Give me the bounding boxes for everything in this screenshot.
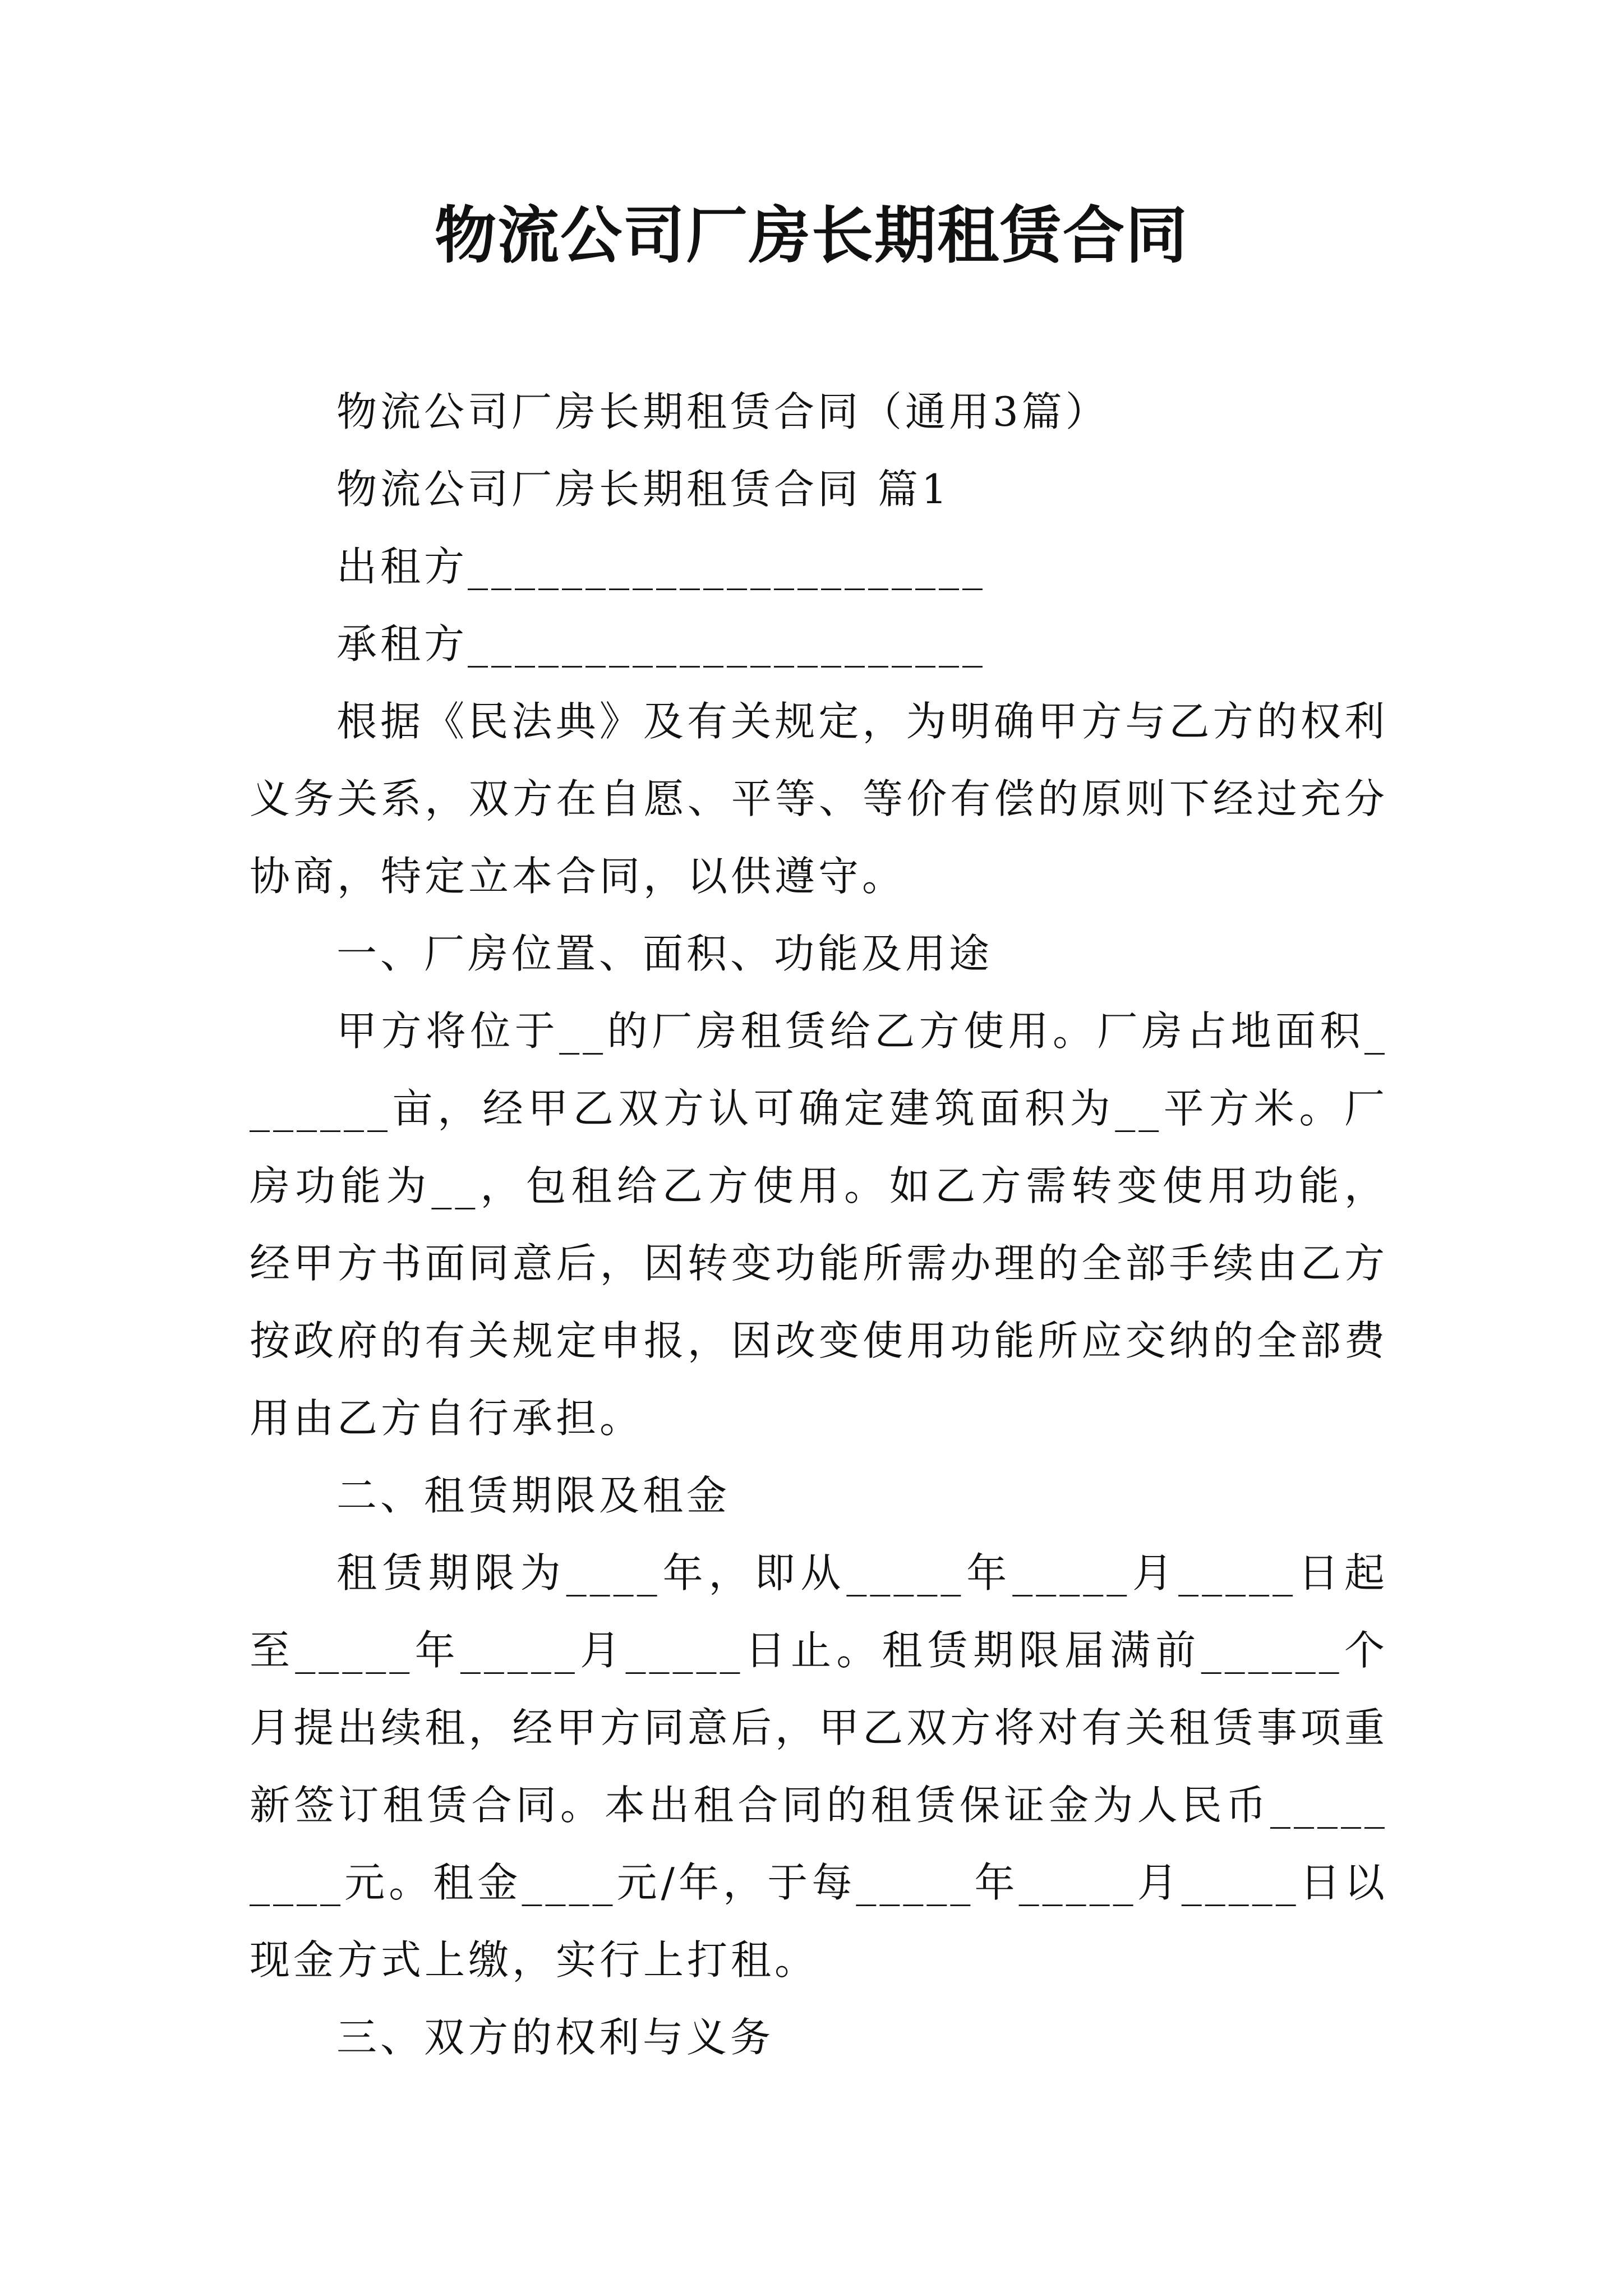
clause-heading: 二、租赁期限及租金 (336, 1472, 731, 1519)
lessee-line: 承租方______________________ (336, 620, 986, 668)
clause-paragraph: 甲方将位于__的厂房租赁给乙方使用。厂房占地面积_______亩，经甲乙双方认可确定建筑面积为__平方米。厂房功能为__，包租给乙方使用。如乙方需转变使用功能，经甲方书面同意后，因转变功能所需办理的全部手续由乙方按政府的有关规定申报，因改变使用功能所应交纳的全部费用由乙方自行承担。 (250, 1007, 1388, 1442)
document-title: 物流公司厂房长期租赁合同 (435, 199, 1188, 272)
section-heading: 物流公司厂房长期租赁合同 篇1 (336, 466, 951, 513)
clause-paragraph: 租赁期限为____年，即从_____年_____月_____日起至_____年_____月_____日止。租赁期限届满前______个月提出续租，经甲方同意后，甲乙双方将对有关租赁事项重新签订租赁合同。本出租合同的租赁保证金为人民币_________元。租金____元/年，于每_____年_____月_____日以现金方式上缴，实行上打租。 (250, 1549, 1388, 1984)
clause-heading: 一、厂房位置、面积、功能及用途 (336, 930, 993, 977)
clause-heading: 三、双方的权利与义务 (336, 2014, 774, 2061)
preamble-paragraph: 根据《民法典》及有关规定，为明确甲方与乙方的权利义务关系，双方在自愿、平等、等价有偿的原则下经过充分协商，特定立本合同，以供遵守。 (250, 698, 1388, 900)
subtitle-line: 物流公司厂房长期租赁合同（通用3篇） (336, 388, 1109, 435)
document-body (250, 373, 1388, 2076)
lessor-line: 出租方______________________ (336, 543, 986, 590)
